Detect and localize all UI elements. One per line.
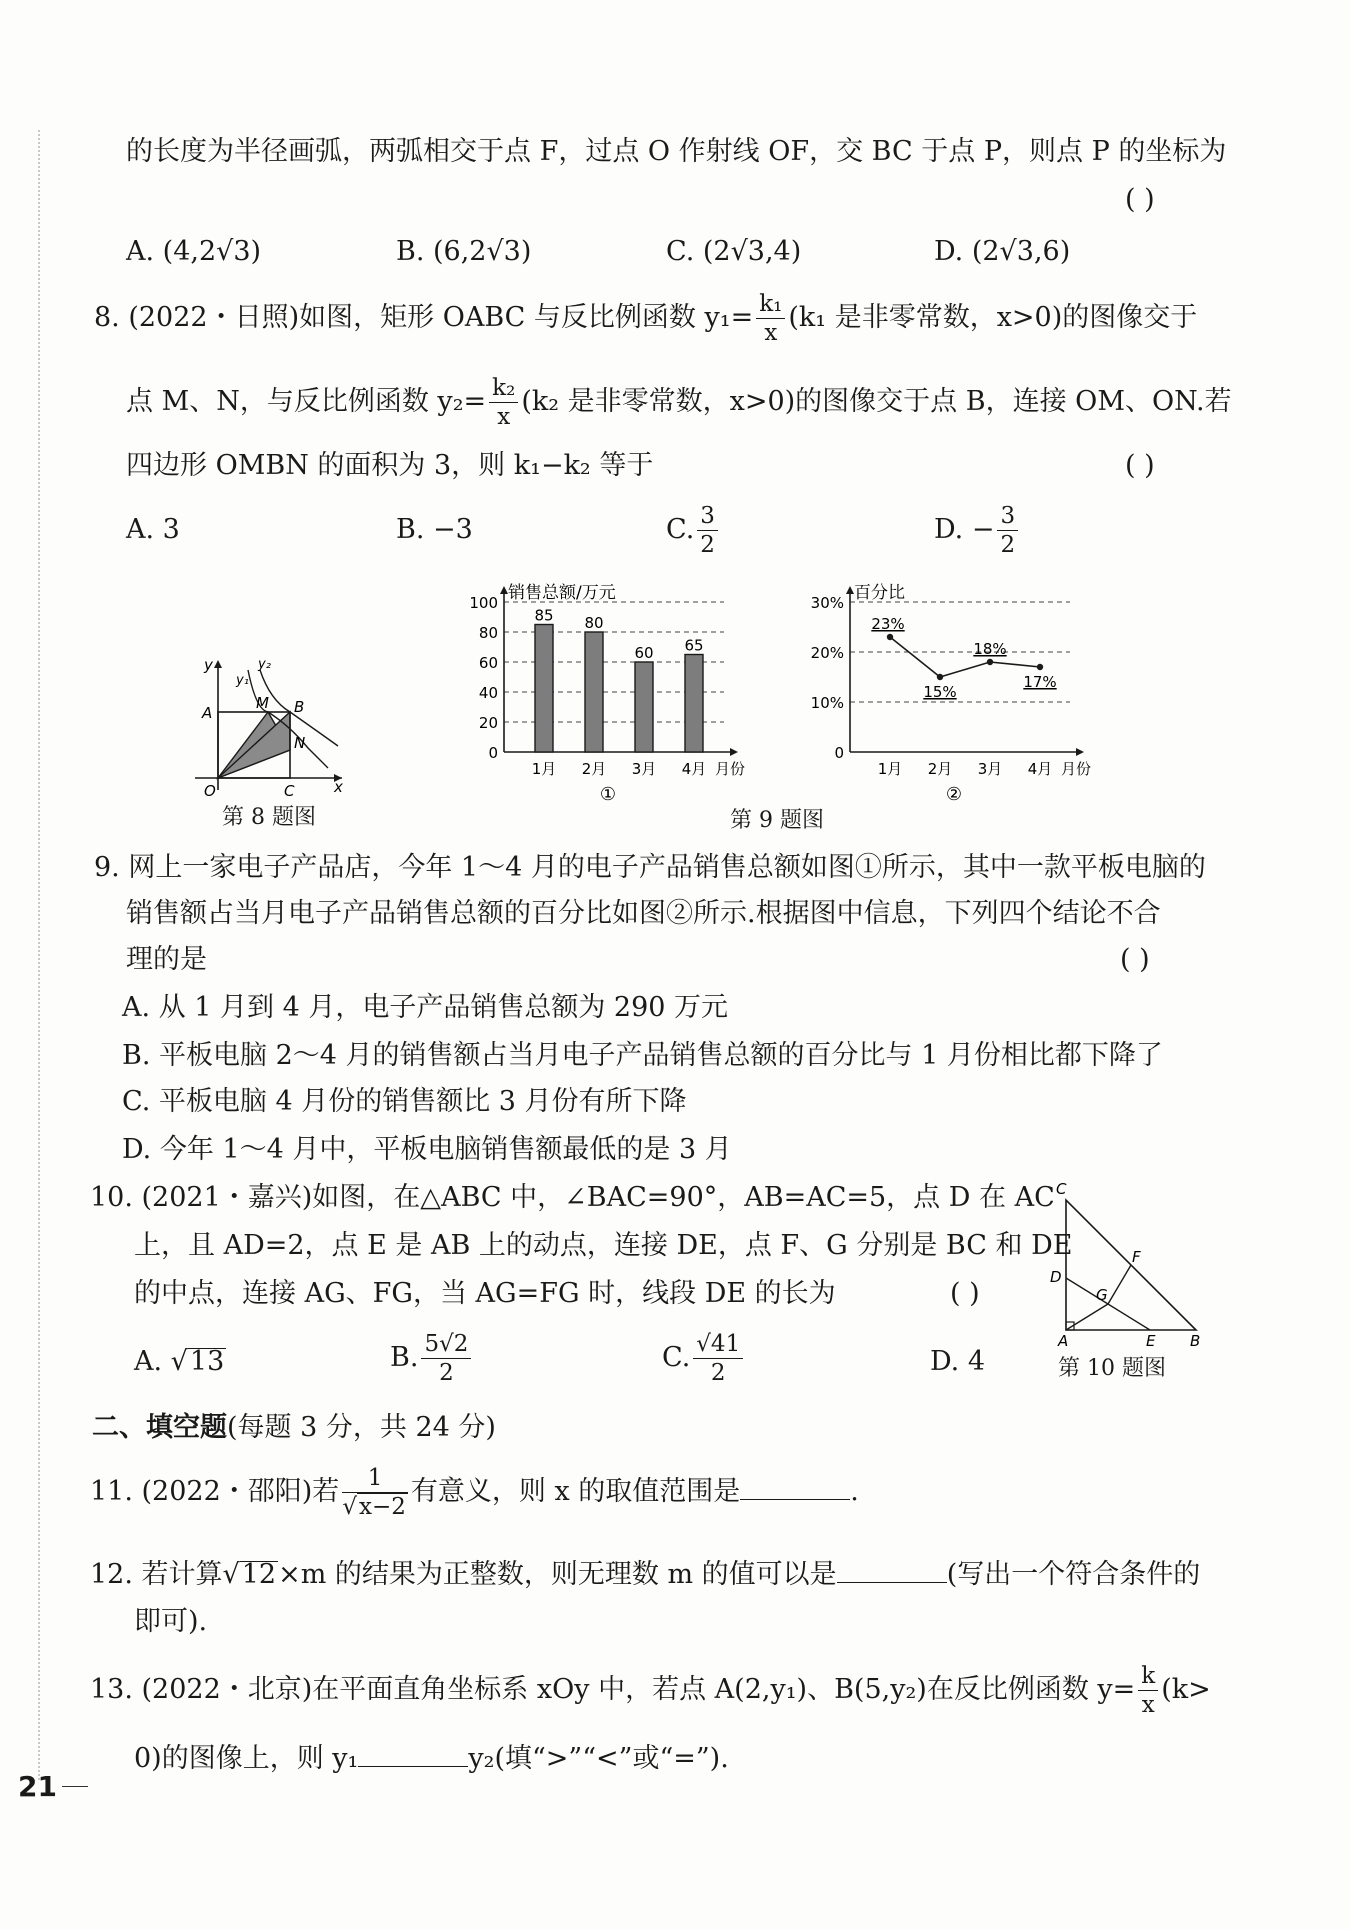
q10-line3: 的中点，连接 AG、FG，当 AG=FG 时，线段 DE 的长为 xyxy=(134,1278,836,1309)
q8-answer-paren: ( ) xyxy=(1125,450,1155,481)
y-tick-label: 60 xyxy=(478,654,498,672)
data-point xyxy=(987,659,993,665)
y-tick-label: 100 xyxy=(469,594,498,612)
q10-line1: 10. (2021・嘉兴)如图，在△ABC 中，∠BAC=90°，AB=AC=5，点 D 在 AC xyxy=(90,1182,1055,1213)
segment-fg xyxy=(1108,1265,1131,1304)
label-d: D xyxy=(1050,1268,1062,1286)
q11-line: 11. (2022・邵阳)若 $\frac{1}{√x-2}$ 有意义，则 x 的取值范围是 . xyxy=(90,1465,859,1520)
x-tick-label: 4月 xyxy=(1027,760,1053,778)
y-axis-arrow xyxy=(214,660,222,668)
q12-line2: 即可). xyxy=(134,1606,208,1637)
y-tick-label: 10% xyxy=(810,694,844,712)
x-tick-label: 1月 xyxy=(877,760,903,778)
binding-dotted-line xyxy=(38,130,40,1780)
q10-line2: 上，且 AD=2，点 E 是 AB 上的动点，连接 DE，点 F、G 分别是 BC 和 DE xyxy=(134,1230,1073,1261)
q12-answer-blank[interactable] xyxy=(837,1558,947,1583)
q7-answer-paren: ( ) xyxy=(1125,184,1155,215)
q9-line1: 9. 网上一家电子产品店，今年 1～4 月的电子产品销售总额如图①所示，其中一款平板电脑的 xyxy=(94,852,1206,883)
bar xyxy=(535,625,553,753)
q10-option-a: A. √13 xyxy=(134,1346,225,1377)
data-point xyxy=(887,634,893,640)
q7-line1: 的长度为半径画弧，两弧相交于点 F，过点 O 作射线 OF，交 BC 于点 P，则点 P 的坐标为 xyxy=(126,136,1227,167)
y-tick-label: 0 xyxy=(488,744,498,762)
y-axis-arrow xyxy=(846,586,854,594)
x-tick-label: 4月 xyxy=(681,760,707,778)
bar-value-label: 60 xyxy=(634,644,654,662)
data-point xyxy=(1037,664,1043,670)
q9-option-a: A. 从 1 月到 4 月，电子产品销售总额为 290 万元 xyxy=(122,992,729,1023)
q10-option-c: C. $\frac{√41}{2}$ xyxy=(662,1328,746,1388)
bar-value-label: 80 xyxy=(584,614,604,632)
label-c: C xyxy=(1056,1180,1067,1198)
y-tick-label: 80 xyxy=(478,624,498,642)
x-tick-label: 2月 xyxy=(581,760,607,778)
segment-ag xyxy=(1066,1304,1108,1330)
label-y1: y₁ xyxy=(236,673,249,688)
quadrilateral-ombn xyxy=(218,712,290,778)
q8-option-a: A. 3 xyxy=(126,514,180,545)
q11-answer-blank[interactable] xyxy=(740,1475,850,1500)
figure-10-caption: 第 10 题图 xyxy=(1058,1356,1166,1381)
bar-value-label: 85 xyxy=(534,606,554,625)
label-y2: y₂ xyxy=(258,657,271,672)
q13-answer-blank[interactable] xyxy=(358,1742,468,1767)
q8-line1: 8. (2022・日照)如图，矩形 OABC 与反比例函数 y₁= $\frac{\text{k₁}}{x}$ (k₁ 是非零常数，x>0)的图像交于 xyxy=(94,291,1198,346)
label-m: M xyxy=(256,694,269,712)
label-f: F xyxy=(1132,1248,1141,1266)
chart-subfigure-label: ② xyxy=(945,784,963,805)
data-value-label: 23% xyxy=(871,615,905,633)
y-tick-label: 40 xyxy=(478,684,498,702)
page-number-rule xyxy=(62,1786,88,1787)
y-axis-arrow xyxy=(500,586,508,594)
q7-option-c: C. (2√3,4) xyxy=(666,236,802,267)
label-e: E xyxy=(1146,1332,1156,1348)
label-a: A xyxy=(1058,1332,1069,1348)
data-value-label: 17% xyxy=(1023,673,1057,691)
figure-8-caption: 第 8 题图 xyxy=(222,805,316,830)
section-2-heading: 二、填空题(每题 3 分，共 24 分) xyxy=(92,1412,496,1443)
label-b: B xyxy=(294,698,305,716)
data-value-label: 18% xyxy=(973,640,1007,658)
bar xyxy=(635,662,653,752)
x-tick-label: 3月 xyxy=(631,760,657,778)
bar xyxy=(685,655,703,753)
q8-option-c: C. $\frac{3}{2}$ xyxy=(666,500,721,560)
data-value-label: 15% xyxy=(923,683,957,701)
q9-option-c: C. 平板电脑 4 月份的销售额比 3 月份有所下降 xyxy=(122,1086,687,1117)
q13-line2: 0)的图像上，则 y₁ y₂(填“>”“<”或“=”). xyxy=(134,1743,729,1774)
figure-8-diagram xyxy=(190,650,350,800)
bar-value-label: 65 xyxy=(684,636,704,655)
q10-answer-paren: ( ) xyxy=(950,1278,980,1309)
q9-option-b: B. 平板电脑 2～4 月的销售额占当月电子产品销售总额的百分比与 1 月份相比都下降了 xyxy=(122,1040,1163,1071)
label-a: A xyxy=(202,704,213,722)
q8-option-b: B. −3 xyxy=(396,514,473,545)
q9-line3: 理的是 xyxy=(126,944,207,975)
data-point xyxy=(937,674,943,680)
q8-line2: 点 M、N，与反比例函数 y₂= $\frac{\text{k₂}}{x}$ (k₂ 是非零常数，x>0)的图像交于点 B，连接 OM、ON.若 xyxy=(126,375,1232,430)
label-g: G xyxy=(1096,1286,1108,1304)
label-b: B xyxy=(1190,1332,1201,1348)
x-axis-arrow xyxy=(730,748,738,756)
label-o: O xyxy=(204,782,216,800)
page-number: 21 xyxy=(18,1770,57,1803)
x-tick-label: 2月 xyxy=(927,760,953,778)
q10-option-b: B. $\frac{5√2}{2}$ xyxy=(390,1328,474,1388)
q10-option-d: D. 4 xyxy=(930,1346,986,1377)
figure-9-bar-chart xyxy=(444,576,764,806)
q8-option-d: D. − $\frac{3}{2}$ xyxy=(934,500,1021,560)
q13-line1: 13. (2022・北京)在平面直角坐标系 xOy 中，若点 A(2,y₁)、B(5,y₂)在反比例函数 y= $\frac{k}{x}$ (k> xyxy=(90,1663,1211,1718)
x-axis-arrow xyxy=(1076,748,1084,756)
q7-option-a: A. (4,2√3) xyxy=(126,236,262,267)
y-tick-label: 20 xyxy=(478,714,498,732)
q7-option-d: D. (2√3,6) xyxy=(934,236,1071,267)
q9-option-d: D. 今年 1～4 月中，平板电脑销售额最低的是 3 月 xyxy=(122,1134,732,1165)
x-tick-label: 1月 xyxy=(531,760,557,778)
figure-9-line-chart xyxy=(790,576,1110,806)
x-axis-title: 月份 xyxy=(714,760,746,778)
q8-line3: 四边形 OMBN 的面积为 3，则 k₁−k₂ 等于 xyxy=(126,450,654,481)
label-y: y xyxy=(204,656,213,674)
y-tick-label: 30% xyxy=(810,594,844,612)
figure-10-diagram xyxy=(1046,1178,1206,1348)
q12-line1: 12. 若计算√12×m 的结果为正整数，则无理数 m 的值可以是 (写出一个符合条件的 xyxy=(90,1559,1201,1590)
series-line xyxy=(890,637,1040,677)
y-tick-label: 20% xyxy=(810,644,844,662)
label-x: x xyxy=(334,778,343,796)
y-tick-label: 0 xyxy=(834,744,844,762)
label-n: N xyxy=(294,734,306,752)
q9-answer-paren: ( ) xyxy=(1120,944,1150,975)
x-axis-title: 月份 xyxy=(1060,760,1092,778)
label-c: C xyxy=(284,782,295,800)
y-axis-title: 销售总额/万元 xyxy=(508,583,616,603)
figure-9-caption: 第 9 题图 xyxy=(730,808,824,833)
chart-subfigure-label: ① xyxy=(599,784,617,805)
bar xyxy=(585,632,603,752)
q7-option-b: B. (6,2√3) xyxy=(396,236,532,267)
y-axis-title: 百分比 xyxy=(854,583,905,603)
q9-line2: 销售额占当月电子产品销售总额的百分比如图②所示.根据图中信息，下列四个结论不合 xyxy=(126,898,1161,929)
x-tick-label: 3月 xyxy=(977,760,1003,778)
